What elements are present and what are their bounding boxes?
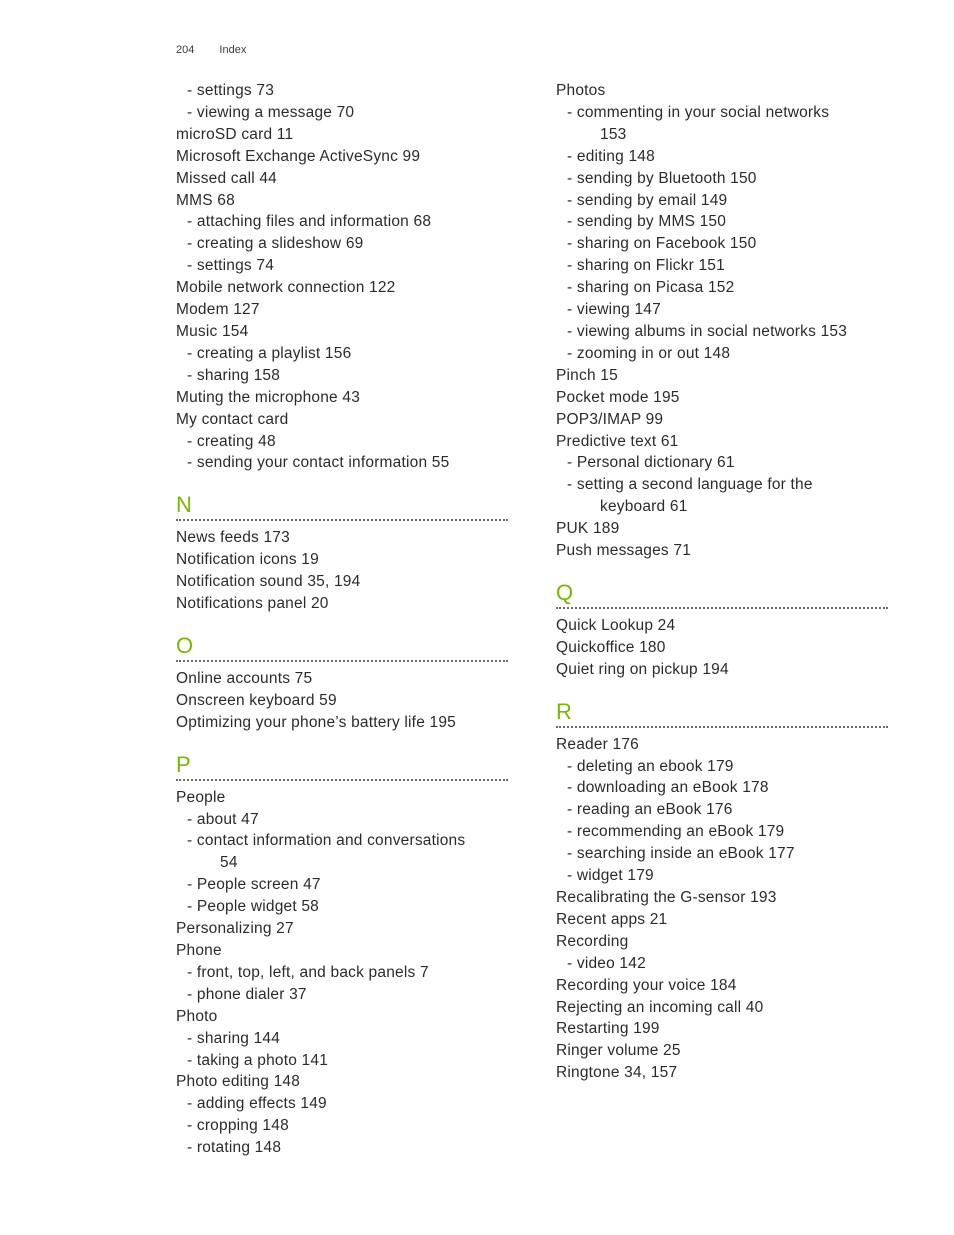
index-entry: Personalizing 27 xyxy=(176,920,294,938)
index-entry: News feeds 173 xyxy=(176,529,290,547)
index-entry: Quiet ring on pickup 194 xyxy=(556,660,729,678)
index-entry: Pinch 15 xyxy=(556,366,618,384)
index-entry: Music 154 xyxy=(176,322,249,340)
index-subentry: - adding effects 149 xyxy=(187,1095,327,1113)
index-subentry: - sharing 144 xyxy=(187,1029,281,1047)
index-entry: PUK 189 xyxy=(556,520,620,538)
index-subentry: - settings 74 xyxy=(187,257,275,275)
index-subentry: - downloading an eBook 178 xyxy=(567,779,769,797)
index-entry: Notification sound 35, 194 xyxy=(176,573,361,591)
index-entry: Rejecting an incoming call 40 xyxy=(556,998,764,1016)
section-letter: O xyxy=(176,632,194,658)
index-subentry: - creating a slideshow 69 xyxy=(187,235,364,253)
index-subentry: - widget 179 xyxy=(567,867,654,885)
index-entry: Missed call 44 xyxy=(176,169,278,187)
index-entry: Online accounts 75 xyxy=(176,669,313,687)
index-entry: Notification icons 19 xyxy=(176,551,319,569)
index-subentry: - sharing on Facebook 150 xyxy=(567,235,757,253)
index-subentry: - sharing 158 xyxy=(187,366,281,384)
index-subentry: - sharing on Picasa 152 xyxy=(567,279,735,297)
index-subentry: - video 142 xyxy=(567,954,646,972)
index-subentry: - editing 148 xyxy=(567,147,655,165)
index-subentry: - deleting an ebook 179 xyxy=(567,757,734,775)
index-entry: Quick Lookup 24 xyxy=(556,616,676,634)
section-divider xyxy=(176,519,508,521)
index-entry: Optimizing your phone’s battery life 195 xyxy=(176,713,456,731)
index-entry: Photos xyxy=(556,82,606,99)
index-subentry: - People screen 47 xyxy=(187,876,321,894)
index-entry: My contact card xyxy=(176,410,289,428)
index-subentry: - reading an eBook 176 xyxy=(567,801,733,819)
index-subentry: - recommending an eBook 179 xyxy=(567,823,785,841)
index-entry: Mobile network connection 122 xyxy=(176,279,396,297)
index-subentry: - rotating 148 xyxy=(187,1139,282,1157)
index-subentry: - setting a second language for the xyxy=(567,476,813,494)
index-subentry: - settings 73 xyxy=(187,82,275,99)
section-divider xyxy=(176,660,508,662)
index-entry: Push messages 71 xyxy=(556,542,692,560)
index-subentry: - creating a playlist 156 xyxy=(187,344,352,362)
index-subentry: - creating 48 xyxy=(187,432,276,450)
section-divider xyxy=(176,779,508,781)
index-subentry: - sending by MMS 150 xyxy=(567,213,727,231)
index-subentry: - sending by Bluetooth 150 xyxy=(567,169,757,187)
index-entry: Muting the microphone 43 xyxy=(176,388,361,406)
index-entry-continuation: 153 xyxy=(600,125,627,143)
section-divider xyxy=(556,726,888,728)
index-entry: microSD card 11 xyxy=(176,125,294,143)
index-column-right xyxy=(556,80,888,1084)
index-subentry: - viewing a message 70 xyxy=(187,103,355,121)
section-letter: Q xyxy=(556,579,574,605)
index-subentry: - viewing albums in social networks 153 xyxy=(567,322,848,340)
index-entry: Ringtone 34, 157 xyxy=(556,1064,678,1082)
index-entry: Recording xyxy=(556,932,629,950)
section-title: Index xyxy=(219,44,247,56)
index-entry: Onscreen keyboard 59 xyxy=(176,691,337,709)
page-header xyxy=(176,44,268,56)
index-subentry: - commenting in your social networks xyxy=(567,103,830,121)
index-subentry: - sending by email 149 xyxy=(567,191,728,209)
index-entry: Phone xyxy=(176,942,222,959)
page-number: 204 xyxy=(176,44,195,56)
index-subentry: - contact information and conversations xyxy=(187,832,466,850)
index-entry-continuation: keyboard 61 xyxy=(600,498,688,516)
index-entry: Recording your voice 184 xyxy=(556,976,737,994)
index-subentry: - attaching files and information 68 xyxy=(187,213,432,231)
index-subentry: - People widget 58 xyxy=(187,898,319,916)
index-entry: Reader 176 xyxy=(556,735,640,753)
index-subentry: - viewing 147 xyxy=(567,301,661,319)
index-subentry: - phone dialer 37 xyxy=(187,985,307,1003)
index-subentry: - Personal dictionary 61 xyxy=(567,454,735,472)
section-letter: N xyxy=(176,492,192,518)
index-entry: People xyxy=(176,788,226,806)
index-entry: Quickoffice 180 xyxy=(556,638,666,656)
index-subentry: - front, top, left, and back panels 7 xyxy=(187,963,429,981)
section-letter: P xyxy=(176,751,191,777)
section-letter: R xyxy=(556,698,572,724)
index-column-left xyxy=(176,80,508,1159)
index-entry: Recent apps 21 xyxy=(556,910,668,928)
section-divider xyxy=(556,607,888,609)
index-entry: Modem 127 xyxy=(176,301,260,319)
index-entry: MMS 68 xyxy=(176,191,235,209)
index-subentry: - taking a photo 141 xyxy=(187,1051,329,1069)
index-subentry: - sending your contact information 55 xyxy=(187,454,450,472)
index-entry: Ringer volume 25 xyxy=(556,1042,681,1060)
index-entry: POP3/IMAP 99 xyxy=(556,410,664,428)
index-entry-continuation: 54 xyxy=(220,854,238,872)
index-subentry: - cropping 148 xyxy=(187,1117,289,1135)
index-subentry: - zooming in or out 148 xyxy=(567,344,731,362)
index-subentry: - sharing on Flickr 151 xyxy=(567,257,725,275)
index-entry: Photo editing 148 xyxy=(176,1073,301,1091)
index-subentry: - searching inside an eBook 177 xyxy=(567,845,795,863)
index-entry: Notifications panel 20 xyxy=(176,595,329,613)
index-entry: Microsoft Exchange ActiveSync 99 xyxy=(176,147,421,165)
index-entry: Predictive text 61 xyxy=(556,432,679,450)
index-entry: Restarting 199 xyxy=(556,1020,660,1038)
index-subentry: - about 47 xyxy=(187,810,259,828)
index-entry: Recalibrating the G-sensor 193 xyxy=(556,889,777,906)
index-entry: Photo xyxy=(176,1007,218,1025)
index-entry: Pocket mode 195 xyxy=(556,388,680,406)
